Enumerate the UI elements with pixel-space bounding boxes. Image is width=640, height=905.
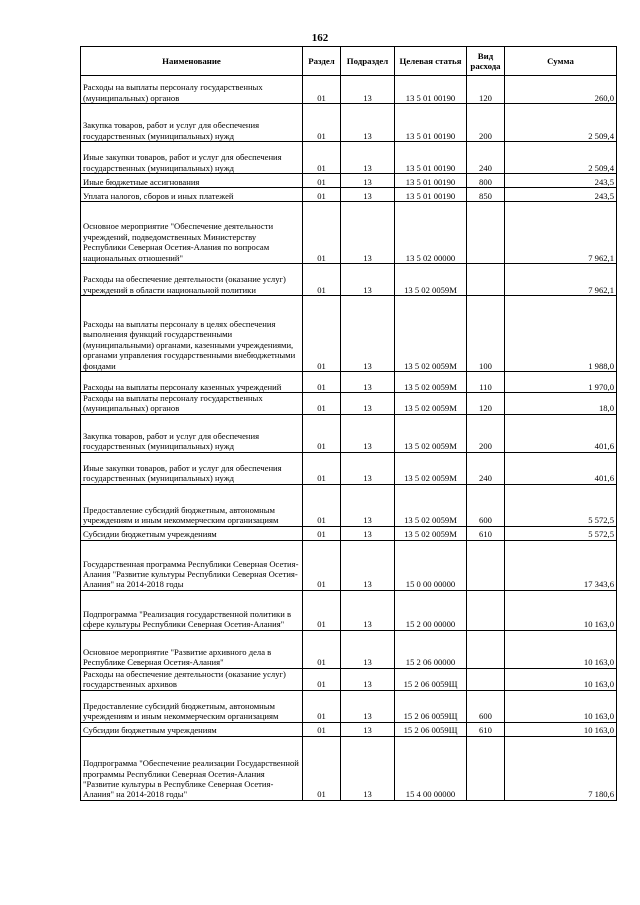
table-row <box>81 188 617 202</box>
row-razdel: 01 <box>303 590 341 630</box>
row-razdel: 01 <box>303 630 341 668</box>
col-header-summa: Сумма <box>505 47 617 76</box>
row-expense-type: 600 <box>467 484 505 526</box>
row-amount: 7 180,6 <box>505 736 617 800</box>
row-expense-type: 240 <box>467 452 505 484</box>
row-razdel: 01 <box>303 174 341 188</box>
row-podrazdel: 13 <box>341 630 395 668</box>
row-razdel: 01 <box>303 452 341 484</box>
row-amount: 243,5 <box>505 188 617 202</box>
col-header-celevaya: Целевая статья <box>395 47 467 76</box>
table-row <box>81 526 617 540</box>
row-expense-type: 850 <box>467 188 505 202</box>
row-amount: 10 163,0 <box>505 590 617 630</box>
row-name: Закупка товаров, работ и услуг для обеспечения государственных (муниципальных) нужд <box>81 414 303 452</box>
row-expense-type: 200 <box>467 414 505 452</box>
row-amount: 401,6 <box>505 414 617 452</box>
table-row <box>81 690 617 722</box>
row-name: Основное мероприятие "Обеспечение деятельности учреждений, подведомственных Министерству Республики Северная Осетия-Алания по вопросам национальных отношений" <box>81 202 303 264</box>
row-amount: 10 163,0 <box>505 690 617 722</box>
row-podrazdel: 13 <box>341 372 395 393</box>
row-razdel: 01 <box>303 372 341 393</box>
row-name: Расходы на обеспечение деятельности (оказание услуг) учреждений в области национальной политики <box>81 264 303 296</box>
row-amount: 7 962,1 <box>505 202 617 264</box>
row-name: Иные закупки товаров, работ и услуг для обеспечения государственных (муниципальных) нужд <box>81 452 303 484</box>
row-podrazdel: 13 <box>341 104 395 142</box>
row-target-article: 13 5 01 00190 <box>395 104 467 142</box>
row-target-article: 15 0 00 00000 <box>395 540 467 590</box>
row-podrazdel: 13 <box>341 76 395 104</box>
row-podrazdel: 13 <box>341 188 395 202</box>
row-name: Расходы на выплаты персоналу в целях обеспечения выполнения функций государственными (муниципальными) органами, казенными учреждениями, органами управления государственными внебюджетными фондами <box>81 296 303 372</box>
row-target-article: 13 5 01 00190 <box>395 76 467 104</box>
row-expense-type <box>467 736 505 800</box>
row-target-article: 13 5 02 0059М <box>395 372 467 393</box>
row-name: Расходы на выплаты персоналу казенных учреждений <box>81 372 303 393</box>
row-podrazdel: 13 <box>341 264 395 296</box>
row-razdel: 01 <box>303 722 341 736</box>
row-target-article: 15 4 00 00000 <box>395 736 467 800</box>
row-podrazdel: 13 <box>341 540 395 590</box>
row-target-article: 15 2 06 0059Щ <box>395 690 467 722</box>
row-target-article: 13 5 02 0059М <box>395 264 467 296</box>
row-target-article: 13 5 01 00190 <box>395 142 467 174</box>
row-razdel: 01 <box>303 484 341 526</box>
table-row <box>81 372 617 393</box>
row-target-article: 13 5 01 00190 <box>395 174 467 188</box>
row-name: Расходы на обеспечение деятельности (оказание услуг) государственных архивов <box>81 668 303 690</box>
row-expense-type: 600 <box>467 690 505 722</box>
row-amount: 2 509,4 <box>505 142 617 174</box>
row-razdel: 01 <box>303 202 341 264</box>
row-razdel: 01 <box>303 526 341 540</box>
row-target-article: 13 5 02 0059М <box>395 526 467 540</box>
table-header-row <box>81 47 617 76</box>
row-podrazdel: 13 <box>341 296 395 372</box>
row-razdel: 01 <box>303 104 341 142</box>
row-razdel: 01 <box>303 540 341 590</box>
row-podrazdel: 13 <box>341 142 395 174</box>
row-amount: 243,5 <box>505 174 617 188</box>
row-target-article: 15 2 06 0059Щ <box>395 668 467 690</box>
row-target-article: 13 5 02 0059М <box>395 452 467 484</box>
row-podrazdel: 13 <box>341 414 395 452</box>
table-row <box>81 414 617 452</box>
col-header-name: Наименование <box>81 47 303 76</box>
row-name: Расходы на выплаты персоналу государственных (муниципальных) органов <box>81 393 303 415</box>
row-amount: 260,0 <box>505 76 617 104</box>
row-name: Расходы на выплаты персоналу государственных (муниципальных) органов <box>81 76 303 104</box>
row-podrazdel: 13 <box>341 526 395 540</box>
table-row <box>81 142 617 174</box>
row-name: Основное мероприятие "Развитие архивного дела в Республике Северная Осетия-Алания" <box>81 630 303 668</box>
row-name: Иные закупки товаров, работ и услуг для обеспечения государственных (муниципальных) нужд <box>81 142 303 174</box>
row-amount: 5 572,5 <box>505 526 617 540</box>
row-podrazdel: 13 <box>341 452 395 484</box>
table-row <box>81 590 617 630</box>
row-name: Закупка товаров, работ и услуг для обеспечения государственных (муниципальных) нужд <box>81 104 303 142</box>
row-name: Подпрограмма "Обеспечение реализации Государственной программы Республики Северная Осетия-Алания "Развитие культуры в Республике Северная Осетия-Алания" на 2014-2018 годы" <box>81 736 303 800</box>
row-razdel: 01 <box>303 393 341 415</box>
row-expense-type <box>467 630 505 668</box>
row-podrazdel: 13 <box>341 668 395 690</box>
row-razdel: 01 <box>303 296 341 372</box>
row-amount: 10 163,0 <box>505 630 617 668</box>
row-expense-type: 800 <box>467 174 505 188</box>
row-expense-type <box>467 668 505 690</box>
row-amount: 1 988,0 <box>505 296 617 372</box>
table-row <box>81 202 617 264</box>
row-target-article: 13 5 02 0059М <box>395 296 467 372</box>
row-expense-type: 100 <box>467 296 505 372</box>
row-target-article: 15 2 00 00000 <box>395 590 467 630</box>
row-expense-type: 200 <box>467 104 505 142</box>
row-podrazdel: 13 <box>341 202 395 264</box>
row-expense-type <box>467 590 505 630</box>
row-name: Предоставление субсидий бюджетным, автономным учреждениям и иным некоммерческим организациям <box>81 690 303 722</box>
row-razdel: 01 <box>303 188 341 202</box>
row-amount: 17 343,6 <box>505 540 617 590</box>
col-header-podrazdel: Подраздел <box>341 47 395 76</box>
page-number: 162 <box>311 32 329 44</box>
row-expense-type: 120 <box>467 76 505 104</box>
row-target-article: 13 5 02 0059М <box>395 484 467 526</box>
table-row <box>81 174 617 188</box>
row-expense-type <box>467 540 505 590</box>
table-row <box>81 630 617 668</box>
table-row <box>81 668 617 690</box>
row-expense-type <box>467 202 505 264</box>
row-target-article: 15 2 06 00000 <box>395 630 467 668</box>
row-razdel: 01 <box>303 264 341 296</box>
col-header-razdel: Раздел <box>303 47 341 76</box>
row-expense-type: 610 <box>467 526 505 540</box>
row-amount: 401,6 <box>505 452 617 484</box>
table-row <box>81 722 617 736</box>
table-row <box>81 393 617 415</box>
row-name: Уплата налогов, сборов и иных платежей <box>81 188 303 202</box>
row-amount: 18,0 <box>505 393 617 415</box>
budget-table <box>80 46 617 801</box>
row-amount: 10 163,0 <box>505 668 617 690</box>
row-podrazdel: 13 <box>341 174 395 188</box>
row-podrazdel: 13 <box>341 590 395 630</box>
row-podrazdel: 13 <box>341 736 395 800</box>
row-name: Субсидии бюджетным учреждениям <box>81 722 303 736</box>
row-razdel: 01 <box>303 690 341 722</box>
row-target-article: 15 2 06 0059Щ <box>395 722 467 736</box>
row-expense-type: 610 <box>467 722 505 736</box>
row-razdel: 01 <box>303 668 341 690</box>
row-expense-type <box>467 264 505 296</box>
row-podrazdel: 13 <box>341 393 395 415</box>
row-name: Предоставление субсидий бюджетным, автономным учреждениям и иным некоммерческим организациям <box>81 484 303 526</box>
row-target-article: 13 5 02 00000 <box>395 202 467 264</box>
row-podrazdel: 13 <box>341 690 395 722</box>
row-name: Государственная программа Республики Северная Осетия-Алания "Развитие культуры Республики Северная Осетия-Алания" на 2014-2018 годы <box>81 540 303 590</box>
row-expense-type: 240 <box>467 142 505 174</box>
table-row <box>81 540 617 590</box>
table-row <box>81 296 617 372</box>
table-row <box>81 104 617 142</box>
table-row <box>81 452 617 484</box>
row-amount: 1 970,0 <box>505 372 617 393</box>
row-name: Подпрограмма "Реализация государственной политики в сфере культуры Республики Северная Осетия-Алания" <box>81 590 303 630</box>
row-expense-type: 120 <box>467 393 505 415</box>
row-razdel: 01 <box>303 76 341 104</box>
row-podrazdel: 13 <box>341 722 395 736</box>
row-target-article: 13 5 01 00190 <box>395 188 467 202</box>
row-razdel: 01 <box>303 414 341 452</box>
table-row <box>81 736 617 800</box>
row-amount: 2 509,4 <box>505 104 617 142</box>
row-razdel: 01 <box>303 736 341 800</box>
row-name: Иные бюджетные ассигнования <box>81 174 303 188</box>
row-amount: 5 572,5 <box>505 484 617 526</box>
col-header-vid: Вид расхода <box>467 47 505 76</box>
table-row <box>81 76 617 104</box>
row-target-article: 13 5 02 0059М <box>395 393 467 415</box>
row-expense-type: 110 <box>467 372 505 393</box>
table-row <box>81 264 617 296</box>
row-razdel: 01 <box>303 142 341 174</box>
row-amount: 10 163,0 <box>505 722 617 736</box>
row-target-article: 13 5 02 0059М <box>395 414 467 452</box>
row-name: Субсидии бюджетным учреждениям <box>81 526 303 540</box>
row-amount: 7 962,1 <box>505 264 617 296</box>
table-row <box>81 484 617 526</box>
row-podrazdel: 13 <box>341 484 395 526</box>
